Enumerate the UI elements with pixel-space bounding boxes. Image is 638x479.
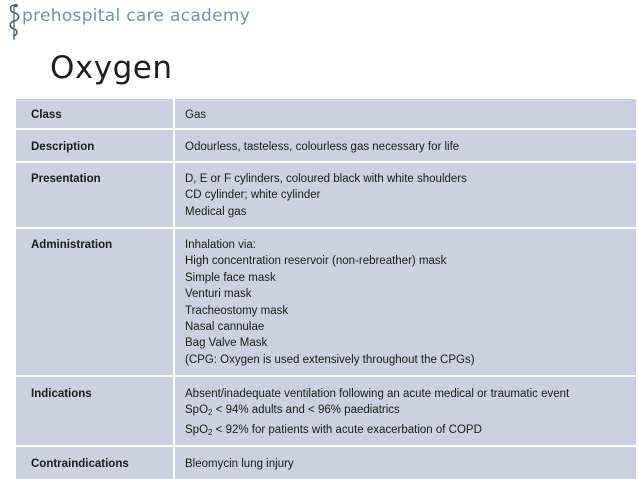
slide-title: Oxygen [50,50,173,86]
value-line: Bleomycin lung injury [185,458,294,470]
table-row-description [16,129,636,162]
spo2-text: < 92% for patients with acute exacerbation of COPD [212,423,482,436]
table-row-class [16,99,636,129]
row-label: Administration [16,228,174,376]
value-line: Gas [185,109,207,121]
value-line: Bag Valve Mask [185,337,268,350]
spo2-subscript: 2 [208,427,213,437]
spo2-text: < 94% adults and < 96% paediatrics [212,404,400,417]
value-line: CD cylinder; white cylinder [185,189,321,202]
value-line: Venturi mask [185,288,252,301]
table-row-contraindications [16,446,636,479]
value-line: Nasal cannulae [185,321,265,334]
value-line: Odourless, tasteless, colourless gas necessary for life [185,141,460,153]
table-row-administration [16,228,636,376]
row-label: Presentation [16,162,174,228]
spo2-line [185,402,636,421]
row-label: Description [16,129,174,162]
spo2-subscript: 2 [208,408,213,418]
spo2-prefix: SpO [185,423,209,436]
row-value [174,99,636,129]
row-value [174,228,636,376]
academy-logo [6,2,250,42]
caduceus-icon [6,2,22,42]
value-line: Medical gas [185,205,247,218]
row-label: Class [16,99,174,129]
row-value [174,162,636,228]
row-label: Indications [16,376,174,446]
value-line: Tracheostomy mask [185,304,289,317]
value-line: (CPG: Oxygen is used extensively throughout the CPGs) [185,353,475,366]
value-line: Absent/inadequate ventilation following an acute medical or traumatic event [185,388,570,400]
spo2-prefix: SpO [185,404,209,417]
table-row-presentation [16,162,636,228]
drug-info-table [16,99,636,479]
table-row-indications [16,376,636,446]
row-value [174,376,636,446]
value-line: D, E or F cylinders, coloured black with white shoulders [185,173,467,185]
value-line: High concentration reservoir (non-rebreather) mask [185,255,447,268]
row-value [174,129,636,162]
value-line: Simple face mask [185,271,276,284]
row-value [174,446,636,479]
logo-text: prehospital care academy [22,6,251,26]
row-label: Contraindications [16,446,174,479]
value-line: Inhalation via: [185,239,256,251]
spo2-line [185,422,636,441]
